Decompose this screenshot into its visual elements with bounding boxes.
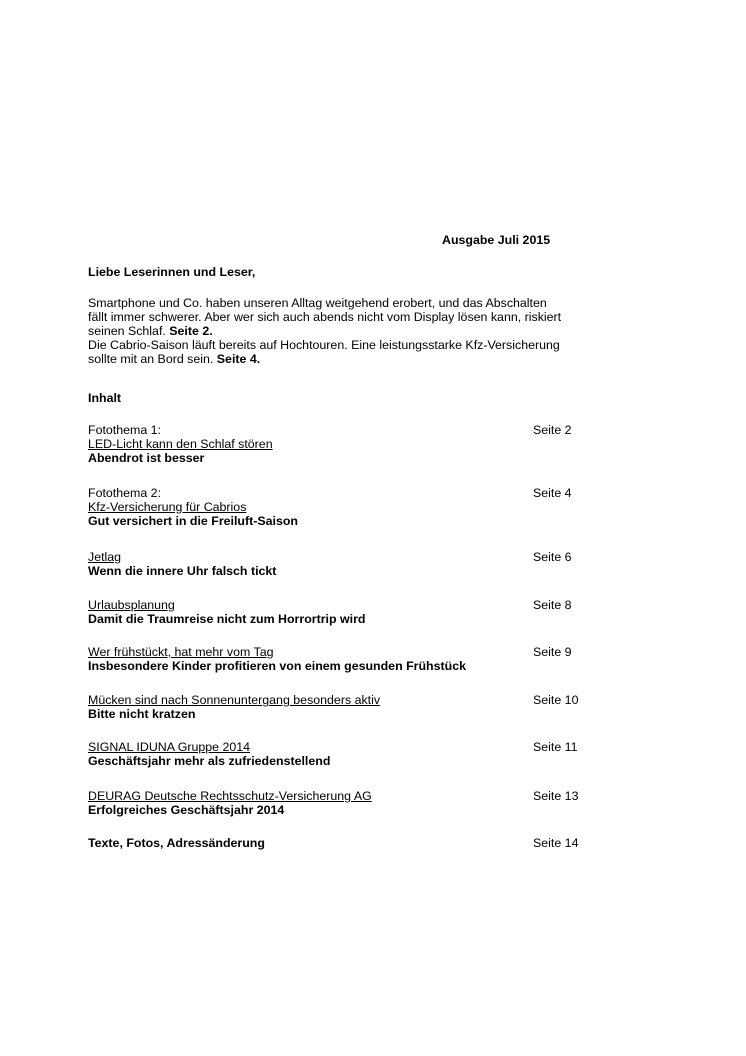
toc-entry-topic-link[interactable]: Jetlag [88,550,122,564]
page-reference: Seite 2. [169,324,213,338]
toc-entry-page: Seite 2 [533,423,572,437]
toc-entry-urlaubsplanung [88,598,608,626]
toc-entry-label: Fotothema 2: [88,486,162,500]
edition-label: Ausgabe Juli 2015 [442,233,551,247]
toc-entry-page: Seite 10 [533,693,579,707]
toc-entry-muecken [88,693,608,721]
toc-entry-fotothema-2 [88,486,608,528]
toc-entry-topic-link[interactable]: Wer frühstückt, hat mehr vom Tag [88,645,274,659]
toc-entry-subtitle: Abendrot ist besser [88,451,205,465]
toc-entry-subtitle: Damit die Traumreise nicht zum Horrortrip wird [88,612,366,626]
intro-line: Smartphone und Co. haben unseren Alltag weitgehend erobert, und das Abschalten [88,296,547,310]
intro-text: seinen Schlaf. [88,324,170,338]
toc-entry-fotothema-1 [88,423,608,465]
toc-entry-page: Seite 13 [533,789,579,803]
toc-entry-fruehstueck [88,645,608,673]
toc-entry-subtitle: Geschäftsjahr mehr als zufriedenstellend [88,754,331,768]
toc-entry-page: Seite 8 [533,598,572,612]
toc-heading: Inhalt [88,391,122,405]
toc-entry-topic-link[interactable]: DEURAG Deutsche Rechtsschutz-Versicherung AG [88,789,372,803]
intro-paragraph [88,296,628,366]
toc-entry-page: Seite 11 [533,740,578,754]
intro-line: fällt immer schwerer. Aber wer sich auch abends nicht vom Display lösen kann, riskiert [88,310,562,324]
toc-entry-topic-link[interactable]: Urlaubsplanung [88,598,175,612]
toc-entry-label: Fotothema 1: [88,423,162,437]
toc-entry-deurag [88,789,608,817]
toc-entry-subtitle: Insbesondere Kinder profitieren von einem gesunden Frühstück [88,659,466,673]
toc-entry-jetlag [88,550,608,578]
toc-entry-subtitle: Erfolgreiches Geschäftsjahr 2014 [88,803,285,817]
toc-entry-signal-iduna [88,740,608,768]
toc-entry-topic-link[interactable]: LED-Licht kann den Schlaf stören [88,437,273,451]
toc-entry-title: Texte, Fotos, Adressänderung [88,836,265,850]
toc-entry-page: Seite 4 [533,486,572,500]
toc-entry-page: Seite 6 [533,550,572,564]
intro-line [88,352,628,366]
intro-line [88,324,628,338]
toc-entry-topic-link[interactable]: Mücken sind nach Sonnenuntergang besonders aktiv [88,693,381,707]
toc-entry-subtitle: Bitte nicht kratzen [88,707,196,721]
greeting: Liebe Leserinnen und Leser, [88,265,256,279]
toc-entry-subtitle: Wenn die innere Uhr falsch tickt [88,564,277,578]
toc-entry-topic-link[interactable]: SIGNAL IDUNA Gruppe 2014 [88,740,251,754]
toc-entry-subtitle: Gut versichert in die Freiluft-Saison [88,514,298,528]
page-reference: Seite 4. [216,352,261,366]
toc-entry-topic-link[interactable]: Kfz-Versicherung für Cabrios [88,500,247,514]
toc-entry-page: Seite 9 [533,645,572,659]
intro-line: Die Cabrio-Saison läuft bereits auf Hochtouren. Eine leistungsstarke Kfz-Versicherung [88,338,560,352]
toc-entry-page: Seite 14 [533,836,579,850]
intro-text: sollte mit an Bord sein. [88,352,217,366]
toc-entry-impressum [88,836,608,850]
